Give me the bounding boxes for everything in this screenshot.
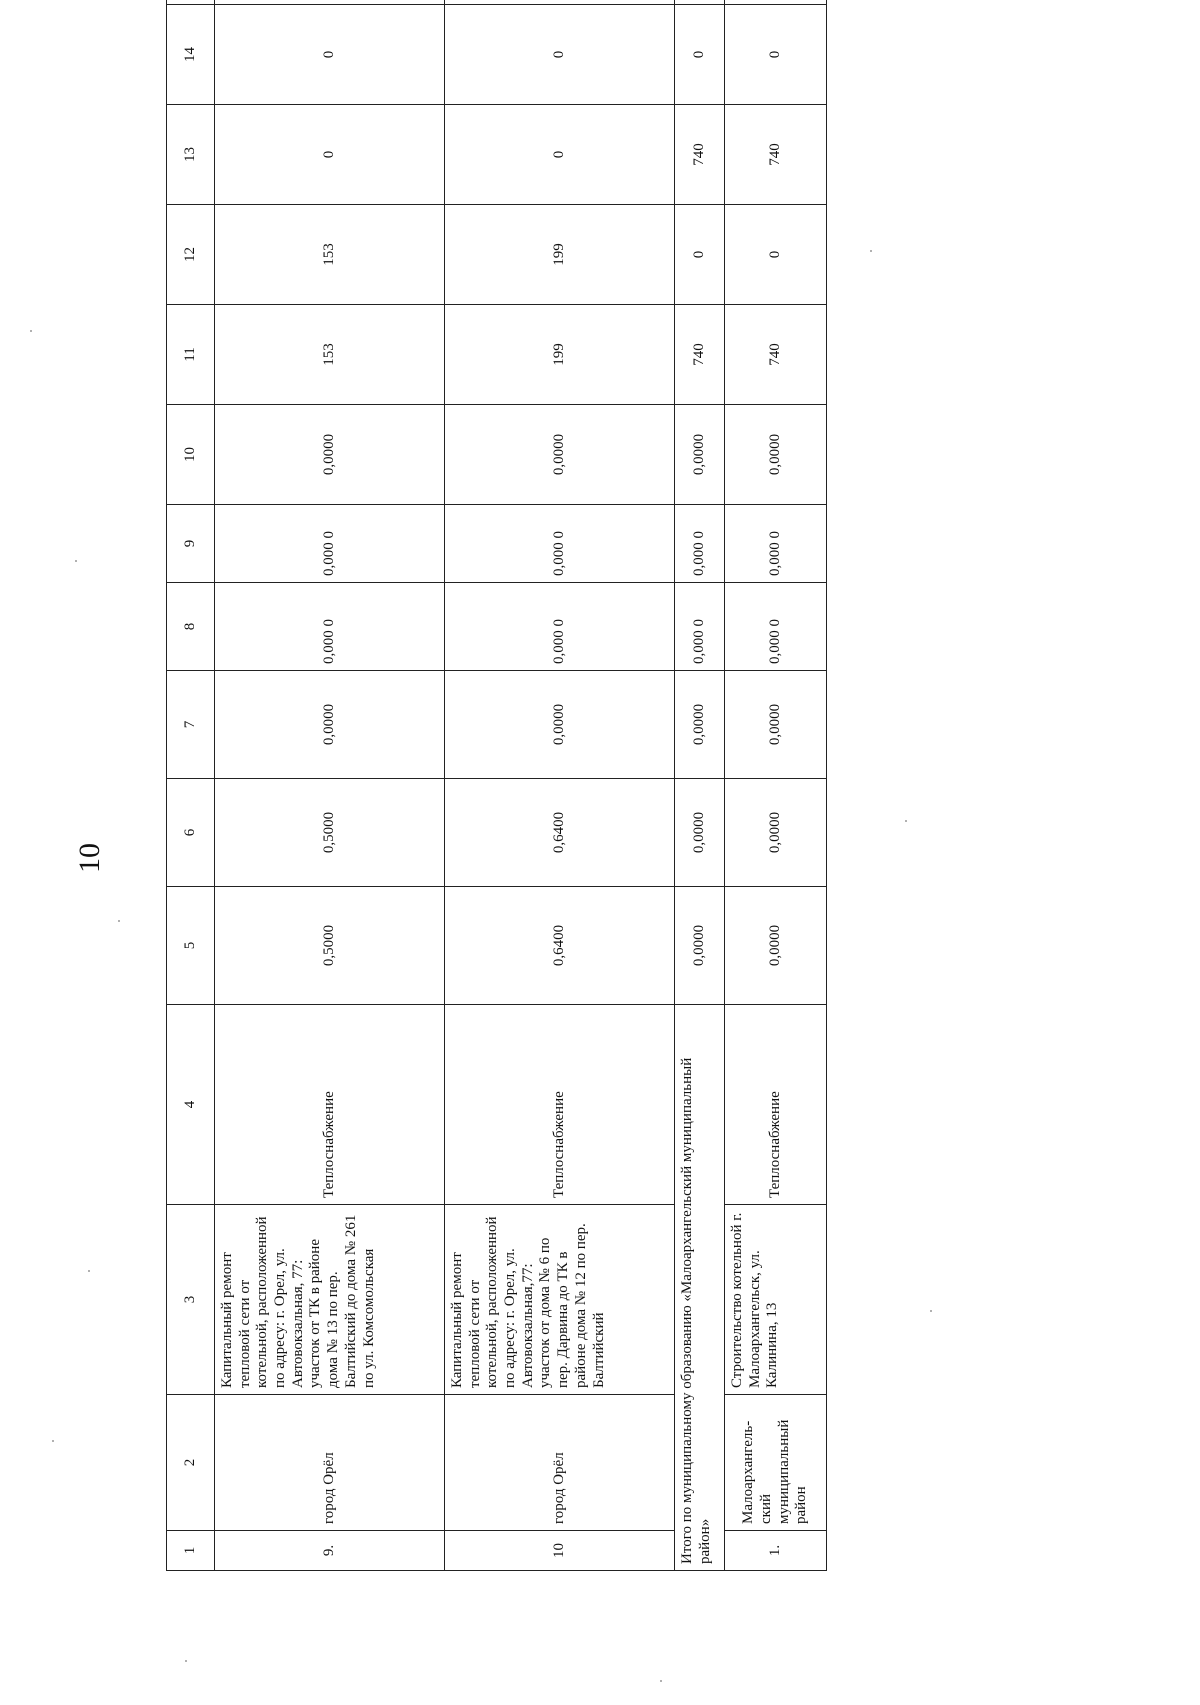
service-cell: Теплоснабжение	[215, 1005, 445, 1205]
scan-speck	[75, 560, 77, 562]
value-cell: 0,5000	[215, 779, 445, 887]
total-row	[675, 0, 725, 1571]
description-cell: Строительство котельной г. Малоархангельск, ул. Калинина, 13	[725, 1205, 827, 1395]
place-cell: город Орёл	[215, 1395, 445, 1531]
col-header: 10	[167, 405, 215, 505]
value-cell: 0,0000	[215, 671, 445, 779]
value-cell: 0	[725, 205, 827, 305]
col-header: 4	[167, 1005, 215, 1205]
scan-speck	[52, 1440, 54, 1442]
col-header	[167, 0, 215, 5]
value-cell: 0,0000	[675, 671, 725, 779]
value-cell: 0	[675, 5, 725, 105]
value-cell: 0	[215, 105, 445, 205]
value-cell: 740	[675, 305, 725, 405]
value-cell: 0,0000	[445, 405, 675, 505]
row-number: 1.	[725, 1531, 827, 1571]
col-header: 11	[167, 305, 215, 405]
value-cell: 0,6400	[445, 887, 675, 1005]
page-number: 10	[73, 843, 106, 873]
scan-speck	[930, 1310, 932, 1312]
rotated-table-container	[166, 47, 826, 1571]
value-cell: 0	[445, 105, 675, 205]
data-table	[166, 0, 827, 1571]
description-cell: Капитальный ремонт тепловой сети от котельной, расположенной по адресу: г. Орел, ул. Автовокзальная, 77: участок от ТК в районе дома № 13 по пер. Балтийский до дома № 261 по ул. Комсомольская	[215, 1205, 445, 1395]
value-cell: 199	[445, 305, 675, 405]
service-cell: Теплоснабжение	[445, 1005, 675, 1205]
row-number: 10	[445, 1531, 675, 1571]
value-cell: 0,0000	[675, 779, 725, 887]
total-label: Итого по муниципальному образованию «Малоархангельский муниципальный район»	[675, 1005, 725, 1571]
row-number: 9.	[215, 1531, 445, 1571]
service-cell: Теплоснабжение	[725, 1005, 827, 1205]
value-cell: 0,0000	[445, 671, 675, 779]
col-header: 9	[167, 505, 215, 583]
place-cell: Малоархангель-ский муниципальный район	[725, 1395, 827, 1531]
scan-speck	[660, 1680, 662, 1682]
col-header: 13	[167, 105, 215, 205]
value-cell: 0,000 0	[445, 583, 675, 671]
value-cell: 0,0000	[675, 405, 725, 505]
scan-speck	[118, 920, 120, 922]
description-cell: Капитальный ремонт тепловой сети от котельной, расположенной по адресу: г. Орел, ул. Автовокзальная,77: участок от дома № 6 по пер. Дарвина до ТК в районе дома № 12 по пер. Балтийский	[445, 1205, 675, 1395]
table-row	[445, 0, 675, 1571]
value-cell: 0	[215, 5, 445, 105]
value-cell: 153	[215, 305, 445, 405]
value-cell	[725, 0, 827, 5]
value-cell: 0,0000	[675, 887, 725, 1005]
scan-speck	[185, 1660, 187, 1662]
value-cell: 0,000 0	[725, 583, 827, 671]
value-cell: 0,0000	[725, 779, 827, 887]
header-row	[167, 0, 215, 1571]
scan-speck	[88, 1270, 90, 1272]
value-cell	[445, 0, 675, 5]
value-cell: 0,0000	[725, 671, 827, 779]
table-row	[215, 0, 445, 1571]
col-header: 8	[167, 583, 215, 671]
col-header: 14	[167, 5, 215, 105]
col-header: 7	[167, 671, 215, 779]
value-cell: 0,5000	[215, 887, 445, 1005]
scan-speck	[30, 330, 32, 332]
value-cell: 199	[445, 205, 675, 305]
value-cell: 0	[675, 205, 725, 305]
value-cell: 740	[675, 105, 725, 205]
value-cell: 0,6400	[445, 779, 675, 887]
scan-speck	[905, 820, 907, 822]
value-cell	[215, 0, 445, 5]
value-cell: 0,000 0	[215, 583, 445, 671]
value-cell: 153	[215, 205, 445, 305]
col-header: 1	[167, 1531, 215, 1571]
value-cell: 0,000 0	[445, 505, 675, 583]
col-header: 2	[167, 1395, 215, 1531]
col-header: 6	[167, 779, 215, 887]
col-header: 5	[167, 887, 215, 1005]
place-cell: город Орёл	[445, 1395, 675, 1531]
value-cell: 0	[725, 5, 827, 105]
scan-speck	[870, 250, 872, 252]
col-header: 3	[167, 1205, 215, 1395]
value-cell: 0,000 0	[675, 583, 725, 671]
value-cell: 740	[725, 305, 827, 405]
value-cell: 0,0000	[215, 405, 445, 505]
value-cell: 0,0000	[725, 405, 827, 505]
value-cell: 0,000 0	[675, 505, 725, 583]
value-cell: 0	[445, 5, 675, 105]
value-cell: 0,000 0	[215, 505, 445, 583]
value-cell: 740	[725, 105, 827, 205]
table-row	[725, 0, 827, 1571]
value-cell: 0,0000	[725, 887, 827, 1005]
col-header: 12	[167, 205, 215, 305]
value-cell	[675, 0, 725, 5]
value-cell: 0,000 0	[725, 505, 827, 583]
